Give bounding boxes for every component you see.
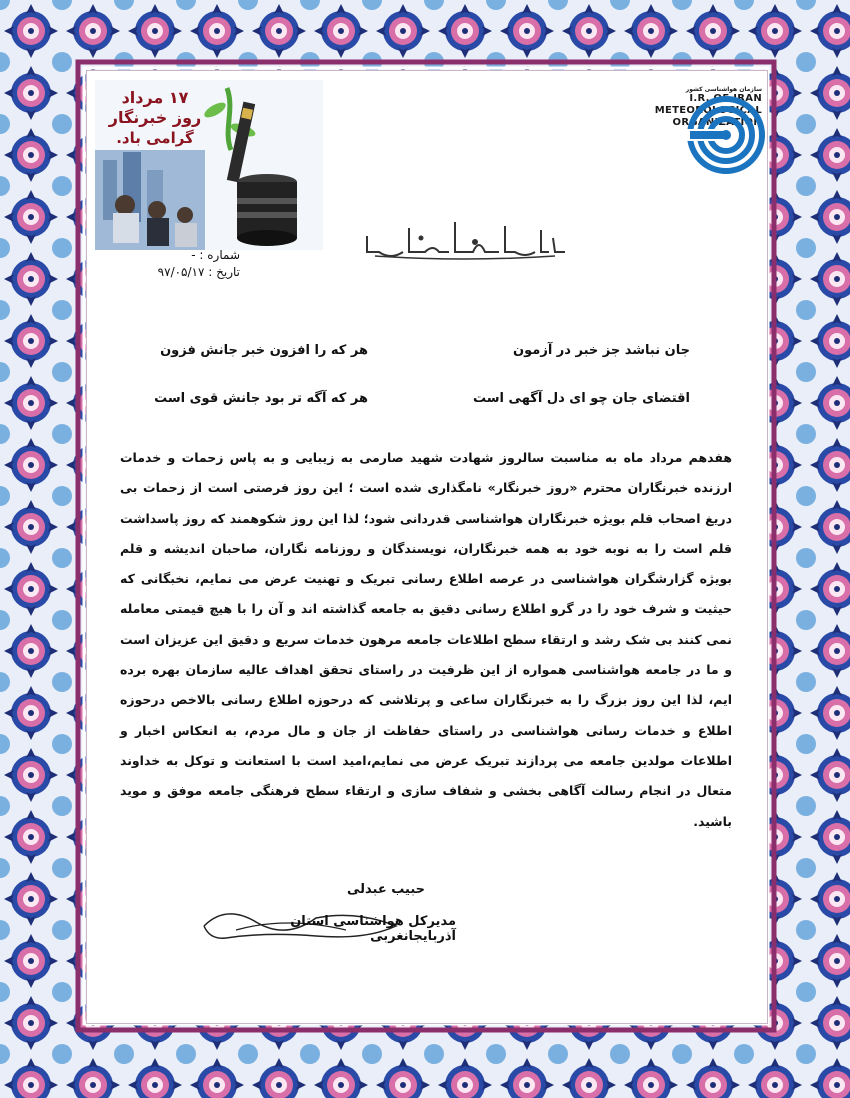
poem-line1-right: جان نباشد جز خبر در آزمون	[513, 343, 690, 358]
banner-caption	[100, 88, 210, 148]
letter-date	[130, 265, 240, 279]
poem-line2-right: اقتضای جان چو ای دل آگهی است	[473, 391, 690, 406]
poem-line1-left: هر که را افزون خبر جانش فزون	[160, 343, 368, 358]
organization-name-en: I.R. OF IRAN METEOROLOGICAL ORGANIZATION	[654, 93, 762, 128]
signatory-name: حبیب عبدلی	[347, 882, 425, 897]
letter-date-value: ۹۷/۰۵/۱۷	[157, 265, 205, 279]
banner-date-text: ۱۷ مرداد	[121, 88, 189, 107]
letter-body-text: هفدهم مرداد ماه به مناسبت سالروز شهادت شهید صارمی به زیبایی و به پاس زحمات و خدمات ارزنده خبرنگاران محترم «روز خبرنگار» نامگذاری شده است ؛ این روز فرصتی است از زحمات بی دریغ اصحاب قلم بویژه خبرنگاران هواشناسی قدردانی شود؛ لذا این روز شکوهمند که روز پاسداشت قلم است را به نوبه خود به همه خبرنگاران، نویسندگان و روزنامه نگاران، صاحبان اندیشه و قلم بویژه گزارشگران هواشناسی در عرصه اطلاع رسانی تبریک و تهنیت عرض می نمایم، نخبگانی که حیثیت و شرف خود را در گرو اطلاع رسانی دقیق به جامعه گذاشته اند و آن را با هیچ قیمتی معامله نمی کنند بی شک رشد و ارتقاء سطح اطلاعات جامعه مرهون خدمات سریع و دقیق این عزیزان است و ما در جامعه هواشناسی همواره از این ظرفیت در راستای تحقق اهداف عالیه سازمان بهره برده ایم، لذا این روز بزرگ را به خبرنگاران ساعی و پرتلاشی که درحوزه اطلاع رسانی بالاخص درحوزه اطلاع و خدمات رسانی هواشناسی در راستای حفاظت از جان و مال مردم، به انعکاس اخبار و اطلاعات مولدین جامعه می پردازند تبریک عرض می نمایم،امید است با استعانت و توکل به خداوند متعال در انجام رسالت آگاهی بخشی و شفاف سازی و ارتقاء سطح فرهنگی جامعه موفق و موید باشید.	[120, 450, 732, 829]
letter-date-label: تاریخ :	[208, 265, 240, 279]
basmala-calligraphy	[355, 208, 575, 264]
banner-title-text: روز خبرنگار	[108, 108, 202, 127]
letter-number-value: -	[191, 248, 196, 262]
signatory-title: مدیرکل هواشناسی استان آذربایجانغربی	[290, 914, 456, 944]
letter-number-label: شماره :	[199, 248, 240, 262]
banner-greeting-text: گرامی باد.	[116, 129, 194, 147]
poem-line2-left: هر که آگه تر بود جانش قوی است	[154, 391, 368, 406]
organization-name-fa: سازمان هواشناسی کشور	[685, 86, 762, 93]
letter-number	[130, 248, 240, 262]
meteorological-spiral-logo-icon	[686, 95, 766, 175]
